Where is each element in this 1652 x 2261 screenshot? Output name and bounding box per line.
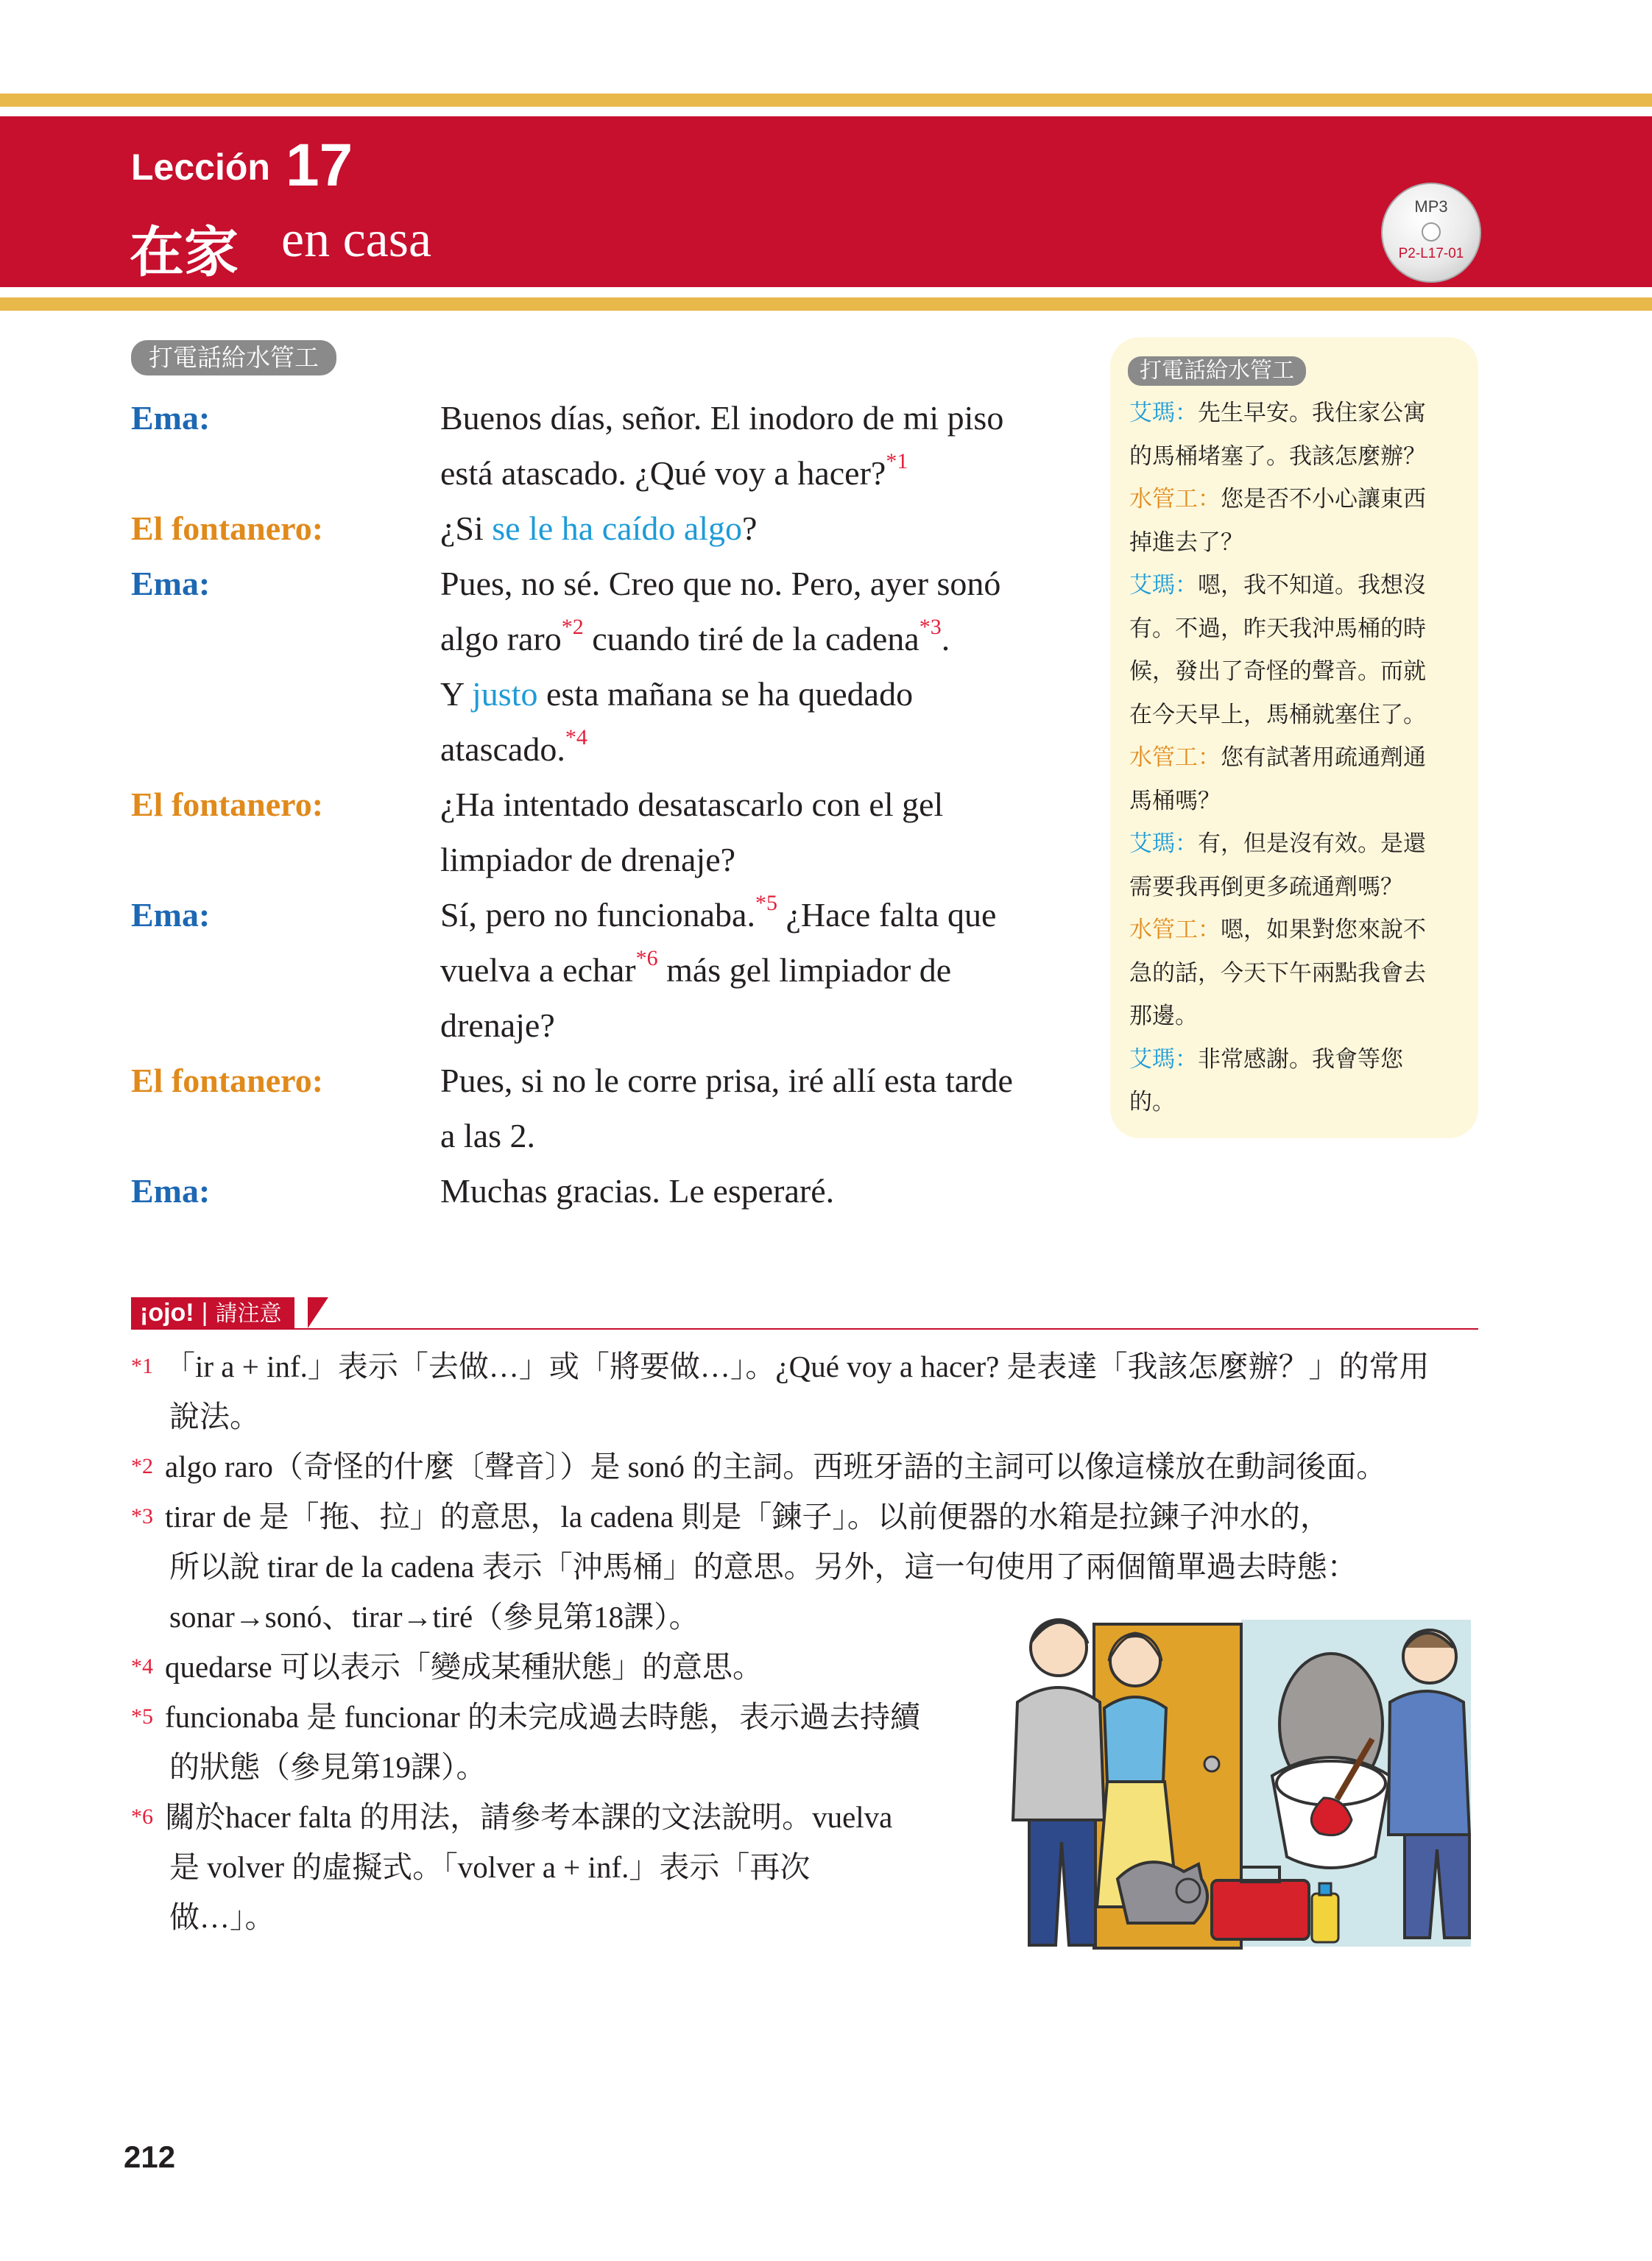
footnote-marker[interactable]: *4 — [565, 725, 587, 749]
page-number: 212 — [124, 2140, 176, 2174]
utterance-line: vuelva a echar$^{*6}$ más gel limpiador de — [440, 946, 952, 989]
footnote-marker[interactable]: *6 — [635, 946, 658, 970]
utterance-line: Buenos días, señor. El inodoro de mi piso — [440, 399, 1004, 437]
utterance — [440, 777, 1081, 887]
utterance-line: está atascado. ¿Qué voy a hacer?$^{*1}$ — [440, 449, 908, 492]
dialogue-turn — [131, 1053, 1088, 1163]
note-marker: *2 — [131, 1454, 153, 1478]
lesson-label: Lección — [131, 147, 270, 188]
translation-line: 馬桶嗎？ — [1129, 787, 1221, 814]
utterance-line: drenaje? — [440, 1006, 555, 1044]
dialogue — [131, 390, 1088, 1218]
translation-box — [1110, 337, 1478, 1138]
note-marker: *5 — [131, 1704, 153, 1729]
ojo-rule — [131, 1328, 1478, 1330]
note-line: 關於hacer falta 的用法，請參考本課的文法說明。vuelva — [165, 1800, 893, 1834]
utterance — [440, 887, 1081, 1053]
translation-line: 那邊。 — [1129, 1003, 1198, 1029]
utterance — [440, 1163, 1081, 1218]
note-line: 說法。 — [169, 1400, 260, 1433]
note-marker: *6 — [131, 1805, 153, 1829]
note-line: algo raro（奇怪的什麼〔聲音〕）是 sonó 的主詞。西班牙語的主詞可以像這樣放在動詞後面。 — [165, 1450, 1387, 1484]
lesson-title-zh: 在家 — [130, 221, 239, 284]
translation-line: 需要我再倒更多疏通劑嗎？ — [1129, 873, 1403, 900]
translation-line: 艾瑪：非常感謝。我會等您 — [1129, 1045, 1403, 1073]
utterance — [440, 556, 1081, 777]
translation-title: 打電話給水管工 — [1128, 356, 1306, 386]
translation-speaker: 水管工： — [1129, 744, 1221, 771]
translation-lines — [1129, 392, 1468, 1124]
translation-line: 水管工：嗯，如果對您來說不 — [1129, 917, 1426, 943]
highlighted-phrase: justo — [472, 675, 538, 713]
translation-line: 艾瑪：嗯，我不知道。我想沒 — [1129, 572, 1426, 599]
translation-line: 在今天早上，馬桶就塞住了。 — [1129, 701, 1426, 728]
dialogue-turn — [131, 556, 1088, 777]
dialogue-turn — [131, 501, 1088, 556]
footnote-marker[interactable]: *3 — [919, 615, 942, 639]
note-line: 的狀態（參見第19課）。 — [169, 1750, 487, 1784]
lesson-title-es: en casa — [281, 211, 432, 268]
note-line: 做…」。 — [169, 1900, 275, 1934]
translation-speaker: 艾瑪： — [1129, 830, 1198, 857]
note-item — [131, 1442, 1519, 1492]
utterance-line: algo raro$^{*2}$ cuando tiré de la cadena$^{*3}$. — [440, 615, 950, 657]
note-line: 所以說 tirar de la cadena 表示「沖馬桶」的意思。另外，這一句使用了兩個簡單過去時態： — [169, 1550, 1358, 1584]
disc-hole — [1422, 222, 1441, 241]
translation-line: 急的話，今天下午兩點我會去 — [1129, 959, 1426, 987]
ojo-label: ¡ojo! — [140, 1299, 194, 1327]
ojo-separator: | — [201, 1299, 208, 1327]
highlighted-phrase: se le ha caído algo — [492, 509, 743, 547]
utterance-line: Muchas gracias. Le esperaré. — [440, 1172, 835, 1210]
translation-line: 水管工：您是否不小心讓東西 — [1129, 486, 1426, 512]
utterance-line: limpiador de drenaje? — [440, 841, 736, 878]
translation-line: 掉進去了？ — [1129, 529, 1243, 556]
utterance-line: Y justo esta mañana se ha quedado — [440, 675, 914, 713]
section-title: 打電話給水管工 — [131, 340, 336, 375]
dialogue-turn — [131, 777, 1088, 887]
note-item — [131, 1792, 997, 1942]
speaker-label: Ema: — [131, 1172, 211, 1210]
translation-speaker: 艾瑪： — [1129, 1045, 1198, 1073]
footnote-marker[interactable]: *1 — [886, 449, 908, 473]
speaker-label: Ema: — [131, 399, 211, 437]
dialogue-turn — [131, 1163, 1088, 1218]
note-marker: *1 — [131, 1354, 153, 1378]
translation-line: 艾瑪：有，但是沒有效。是還 — [1129, 830, 1426, 857]
utterance-line: Pues, no sé. Creo que no. Pero, ayer sonó — [440, 565, 1001, 602]
footnote-marker[interactable]: *5 — [755, 891, 777, 915]
utterance — [440, 390, 1081, 501]
header-gold-stripe-top — [0, 94, 1652, 107]
mp3-label: MP3 — [1414, 197, 1448, 216]
utterance-line: ¿Ha intentado desatascarlo con el gel — [440, 786, 944, 823]
utterance-line: ¿Si se le ha caído algo? — [440, 509, 758, 547]
note-line: 「ir a + inf.」表示「去做…」或「將要做…」。¿Qué voy a hacer? 是表達「我該怎麼辦？」的常用 — [165, 1350, 1430, 1383]
note-item — [131, 1341, 1519, 1442]
mp3-track-code: P2-L17-01 — [1398, 246, 1464, 261]
utterance — [440, 501, 1081, 556]
translation-speaker: 艾瑪： — [1129, 572, 1198, 599]
translation-speaker: 水管工： — [1129, 917, 1221, 943]
speaker-label: Ema: — [131, 565, 211, 602]
header-gold-stripe-bottom — [0, 297, 1652, 311]
note-line: funcionaba 是 funcionar 的未完成過去時態，表示過去持續 — [165, 1700, 920, 1734]
utterance-line: a las 2. — [440, 1117, 536, 1154]
note-marker: *4 — [131, 1654, 153, 1679]
ojo-tab-tip — [308, 1297, 328, 1328]
note-marker: *3 — [131, 1504, 153, 1528]
utterance-line: atascado.$^{*4}$ — [440, 725, 587, 768]
translation-speaker: 艾瑪： — [1129, 400, 1198, 426]
ojo-label-zh: 請注意 — [215, 1301, 282, 1327]
translation-line: 的馬桶堵塞了。我該怎麼辦？ — [1129, 442, 1426, 470]
utterance-line: Sí, pero no funcionaba.$^{*5}$ ¿Hace falta que — [440, 891, 997, 934]
dialogue-turn — [131, 390, 1088, 501]
translation-line: 有。不過，昨天我沖馬桶的時 — [1129, 615, 1426, 642]
footnote-marker[interactable]: *2 — [561, 615, 584, 639]
speaker-label: Ema: — [131, 896, 211, 934]
note-line: sonar→sonó、tirar→tiré（參見第18課）。 — [169, 1600, 699, 1634]
note-line: quedarse 可以表示「變成某種狀態」的意思。 — [165, 1650, 763, 1684]
note-item — [131, 1692, 997, 1792]
translation-line: 候，發出了奇怪的聲音。而就 — [1129, 658, 1426, 685]
translation-speaker: 水管工： — [1129, 486, 1221, 512]
note-line: tirar de 是「拖、拉」的意思，la cadena 則是「鍊子」。以前便器的水箱是拉鍊子沖水的， — [165, 1500, 1330, 1534]
utterance-line: Pues, si no le corre prisa, iré allí esta tarde — [440, 1062, 1013, 1099]
speaker-label: El fontanero: — [131, 786, 324, 823]
translation-line: 水管工：您有試著用疏通劑通 — [1129, 744, 1426, 771]
ojo-tab — [131, 1297, 294, 1328]
speaker-label: El fontanero: — [131, 1062, 324, 1099]
plumber-scene-illustration — [1007, 1614, 1472, 1950]
dialogue-turn — [131, 887, 1088, 1053]
speaker-label: El fontanero: — [131, 509, 324, 547]
lesson-number: 17 — [286, 132, 353, 199]
translation-line: 的。 — [1129, 1089, 1175, 1115]
mp3-disc-icon[interactable] — [1381, 183, 1481, 283]
note-line: 是 volver 的虛擬式。「volver a + inf.」表示「再次 — [169, 1850, 811, 1884]
translation-line: 艾瑪：先生早安。我住家公寓 — [1129, 400, 1426, 426]
utterance — [440, 1053, 1081, 1163]
